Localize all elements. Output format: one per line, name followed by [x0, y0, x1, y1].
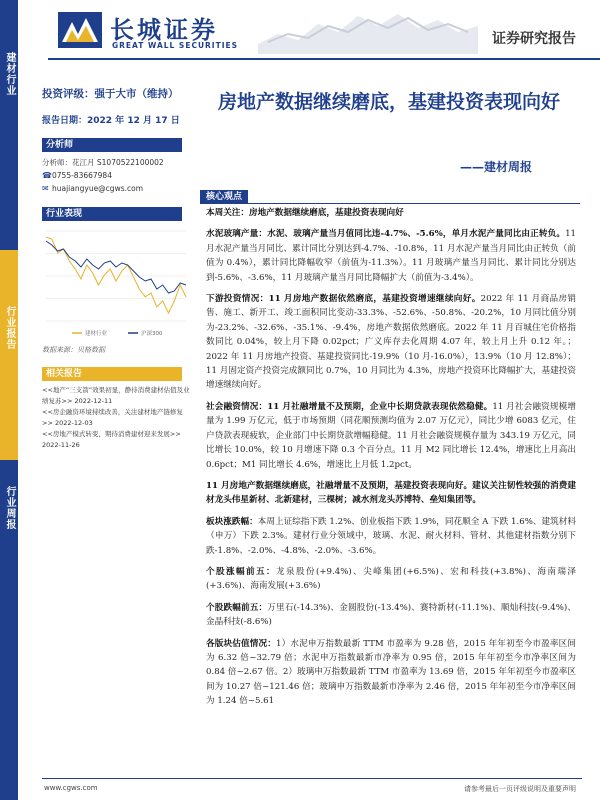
top-losers-text: 万里石(-14.3%)、金圆股份(-13.4%)、赛特新材(-11.1%)、顺灿科技(-9.4%)、金晶科技(-8.6%) — [206, 602, 576, 628]
focus-label: 本周关注： — [206, 208, 249, 218]
analyst-email-row — [42, 182, 192, 195]
report-title: 房地产数据继续磨底，基建投资表现向好 — [217, 91, 560, 113]
sector-change-text: 本周上证综指下跌 1.2%、创业板指下跌 1.9%，同花顺全 A 下跌 1.6%、建筑材料（申万）下跌 2.3%。建材行业分领域中，玻璃、水泥、耐火材料、管材、其他建材指数分别下跌-1.8%、-2.0%、-4.8%、-2.0%、-3.6%。 — [206, 516, 576, 556]
related-report-item[interactable]: <<房地产模式转变，期待消费建材迎来发展>> 2022-11-26 — [42, 430, 181, 449]
chart-series-line-1 — [46, 241, 186, 293]
downstream-paragraph — [206, 292, 576, 393]
core-view-tab: 核心观点 — [200, 190, 248, 204]
related-reports-head: 相关报告 — [42, 367, 182, 381]
side-strip-report — [0, 250, 18, 460]
focus-text: 房地产数据继续磨底，基建投资表现向好 — [248, 208, 404, 218]
data-source: 数据来源：贝格数据 — [42, 346, 105, 354]
core-view-divider — [200, 203, 580, 204]
top-gainers-label: 个股涨幅前五： — [206, 566, 276, 577]
report-body — [206, 206, 576, 716]
logo-text: 长城证券 — [110, 15, 218, 44]
production-label: 水泥玻璃产量： — [206, 229, 268, 240]
performance-chart-svg — [42, 225, 190, 341]
financing-paragraph — [206, 400, 576, 472]
report-type: 证券研究报告 — [492, 31, 576, 47]
core-view-header — [200, 190, 580, 204]
side-strip-industry — [0, 0, 18, 250]
top-gainers-paragraph — [206, 565, 576, 594]
related-reports-list — [42, 385, 190, 451]
logo-subtext: GREAT WALL SECURITIES — [112, 41, 239, 50]
footer-disclaimer: 请参考最后一页评级说明及重要声明 — [464, 785, 576, 793]
investment-rating: 投资评级：强于大市（维持） — [42, 88, 179, 100]
valuation-label: 各版块估值情况： — [206, 638, 276, 649]
left-column — [42, 86, 192, 451]
side-strip-industry-label: 建材行业 — [4, 52, 15, 96]
footer-divider — [42, 778, 582, 779]
analyst-phone: 0755-83667984 — [52, 171, 112, 180]
focus-paragraph — [206, 206, 576, 220]
side-strip-weekly — [0, 460, 18, 800]
production-lead: 水泥、玻璃产量当月值同比违-4.7%、-5.6%，单月水泥产量同比由正转负。 — [267, 229, 566, 240]
top-losers-label: 个股跌幅前五： — [206, 602, 268, 613]
production-paragraph — [206, 227, 576, 285]
related-report-item[interactable]: <<房企融资环境持续改善，关注建材地产链修复>> 2022-12-03 — [42, 408, 183, 427]
chart-series-line-0 — [46, 237, 186, 313]
analyst-email[interactable]: huajiangyue@cgws.com — [52, 184, 144, 193]
top-gainers-text: 龙泉股份(+9.4%)、尖峰集团(+6.5%)、宏和科技(+3.8%)、海南瑞泽(+3.6%)、海南发展(+3.6%) — [206, 566, 576, 592]
side-strip-report-label: 行业报告 — [4, 306, 15, 350]
performance-section-head: 行业表现 — [42, 207, 182, 221]
downstream-text: 2022 年 11 月商品房销售、施工、新开工、竣工面积同比变动-33.3%、-52.6%、-50.8%、-20.2%，10 月同比值分别为-23.2%、-32.6%、-35.1%、-9.4%，房地产数据依然磨底。2022 年 11 月百城住宅价格指数同比 0.04%，较上月下降 0.02pct；广义库存去化周期 4.07 年，较上月上升 0.12 年。；2022 年 11 月房地产投资、基建投资同比-19.9%（10 月-16.0%），13.9%（10 月 12.8%）；11 月固定资产投资完成额同比 0.7%，10 月同比为 4.3%，房地产投资环比降幅扩大，基建投资增速继续向好。 — [206, 294, 576, 391]
valuation-paragraph — [206, 637, 576, 709]
analyst-phone-row — [42, 169, 192, 182]
report-date: 报告日期：2022 年 12 月 17 日 — [42, 116, 180, 126]
downstream-label: 下游投资情况： — [206, 294, 269, 305]
analyst-info — [42, 156, 192, 195]
analyst-section-head: 分析师 — [42, 138, 182, 152]
side-strip-weekly-label: 行业周报 — [4, 486, 15, 530]
sector-change-label: 板块涨跌幅： — [206, 516, 258, 527]
recommendation-text: 11 月房地产数据继续磨底，社融增量不及预期，基建投资表现向好。建议关注韧性较强的消费建材龙头伟星新材、北新建材，三棵树；减水剂龙头苏博特、垒知集团等。 — [206, 480, 576, 506]
chart-legend-label: 建材行业 — [85, 331, 108, 337]
page-header — [18, 0, 600, 60]
production-text: 11 月水泥产量当月同比、累计同比分别达到-4.7%、-10.8%，11 月水泥产量当月同比由正转负（前值为 0.4%），累计同比降幅收窄（前值为-11.3%）。11 月玻璃产量当月同比、累计同比分别达到-5.6%、-3.6%，11 月玻璃产量当月同比降幅扩大（前值为-3.4%）。 — [206, 229, 576, 283]
chart-legend-label: 沪深300 — [141, 331, 163, 337]
valuation-text: 1）水泥申万指数最新 TTM 市盈率为 9.28 倍，2015 年年初至今市盈率区间为 6.32 倍~32.79 倍；水泥申万指数最新市净率为 0.95 倍，2015 年年初至今市净率区间为 0.84 倍~2.67 倍。2）玻璃申万指数最新 TTM 市盈率为 13.69 倍，2015 年年初至今市盈率区间为 10.27 倍~121.46 倍；玻璃申万指数最新市净率为 2.46 倍，2015 年年初至今市净率区间为 1.24 倍~5.61 — [206, 638, 576, 707]
report-subtitle: ——建材周报 — [460, 160, 533, 174]
email-icon: ✉ — [42, 184, 49, 193]
footer-url[interactable]: www.cgws.com — [44, 784, 98, 792]
side-strip — [0, 0, 18, 800]
downstream-lead: 11 月房地产数据依然磨底，基建投资增速继续向好。 — [268, 294, 481, 305]
phone-icon: ☎ — [42, 171, 52, 180]
financing-label: 社会融资情况： — [206, 401, 268, 412]
sector-change-paragraph — [206, 515, 576, 558]
top-losers-paragraph — [206, 601, 576, 630]
header-divider — [48, 58, 600, 60]
great-wall-watermark-icon — [258, 4, 478, 54]
analyst-name: 分析师：花江月 S1070522100002 — [42, 158, 164, 167]
related-report-item[interactable]: <<地产“三支箭”效果初显，静待消费建材估值及业绩复苏>> 2022-12-11 — [42, 386, 190, 405]
financing-lead: 11 月社融增量不及预期，企业中长期贷款表现依然稳健。 — [267, 401, 493, 412]
recommendation-paragraph — [206, 479, 576, 508]
great-wall-logo-icon — [58, 12, 102, 48]
industry-performance-chart — [42, 225, 190, 341]
financing-text: 11 月社会融资规模增量为 1.99 万亿元，低于市场预期（同花顺预测均值为 2.07 万亿元），同比少增 6083 亿元，住户贷款表现疲软，企业部门中长期贷款增幅稳健。11 月社会融资规模存量为 343.19 万亿元，同比增长 10.0%，较 10 月增速下降 0.3 个百分点。11 月 M2 同比增长 12.4%，增速比上月高出 0.6pct；M1 同比增长 4.6%，增速比上月低 1.2pct。 — [206, 401, 577, 470]
